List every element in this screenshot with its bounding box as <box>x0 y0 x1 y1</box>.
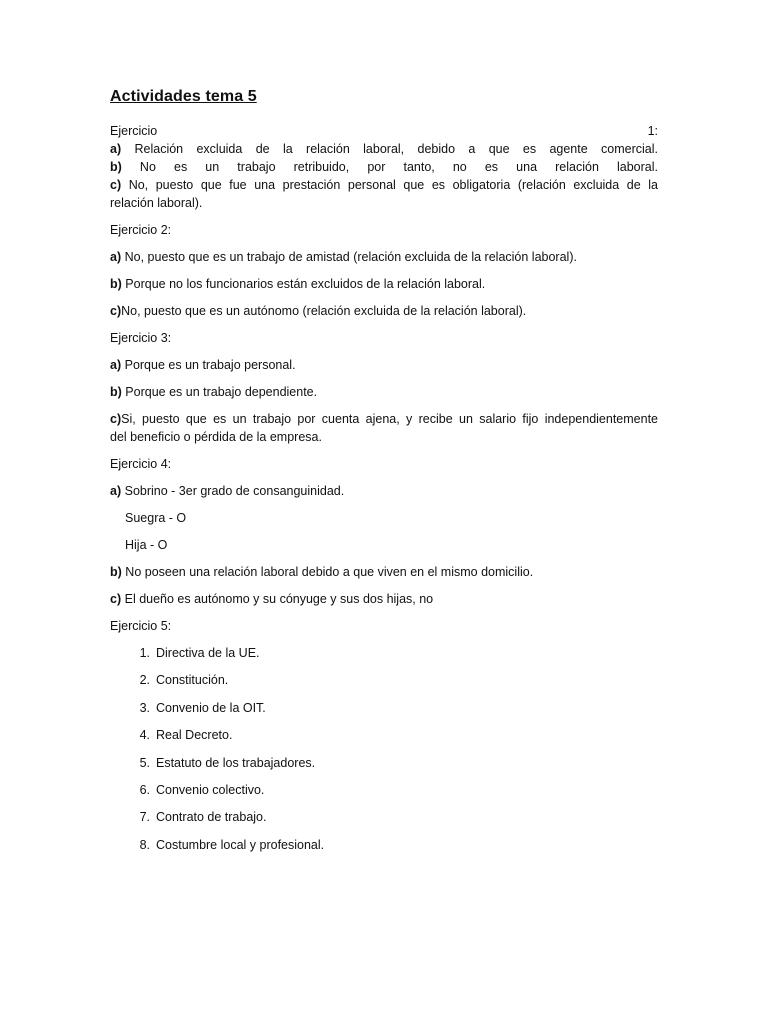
exercise-1-answer-a <box>110 140 658 158</box>
exercise-1-heading <box>110 122 658 140</box>
exercise-1-answer-c-line1 <box>110 176 658 194</box>
exercise-3-answer-c <box>110 410 658 446</box>
exercise-1-answer-b <box>110 158 658 176</box>
exercise-2-heading: Ejercicio 2: <box>110 223 172 237</box>
exercise-4-answer-c <box>110 590 658 608</box>
answer-text: Porque es un trabajo personal. <box>124 358 296 372</box>
list-item <box>110 754 658 772</box>
exercise-4-answer-b <box>110 563 658 581</box>
answer-label: a) <box>110 142 122 156</box>
exercise-1-heading-left: Ejercicio <box>110 124 158 138</box>
answer-text: Relación excluida de la relación laboral, debido a que es agente comercial. <box>134 142 658 156</box>
exercise-3-answer-c-line1 <box>110 410 658 428</box>
list-number: 5. <box>139 755 150 770</box>
list-item <box>110 808 658 826</box>
list-text: Contrato de trabajo. <box>156 810 267 825</box>
exercise-4-heading: Ejercicio 4: <box>110 457 172 471</box>
answer-label: b) <box>110 160 122 174</box>
exercise-3-answer-a <box>110 356 658 374</box>
answer-label: c) <box>110 592 122 606</box>
list-item <box>110 699 658 717</box>
exercise-3-answer-b <box>110 383 658 401</box>
answer-text: No poseen una relación laboral debido a que viven en el mismo domicilio. <box>125 565 534 579</box>
answer-label: a) <box>110 484 122 498</box>
list-item <box>110 671 658 689</box>
list-item <box>110 726 658 744</box>
exercise-2-answer-b <box>110 275 658 293</box>
answer-label: c) <box>110 304 122 318</box>
exercise-2-answer-c <box>110 302 658 320</box>
list-text: Convenio colectivo. <box>156 782 265 797</box>
answer-label: b) <box>110 277 122 291</box>
exercise-4-hija: Hija - O <box>125 538 168 552</box>
exercise-1-heading-right: 1: <box>647 124 658 138</box>
exercise-5-list <box>110 644 658 854</box>
list-item <box>110 836 658 854</box>
exercise-4-suegra: Suegra - O <box>125 511 187 525</box>
list-number: 2. <box>139 673 150 688</box>
list-number: 8. <box>139 837 150 852</box>
list-number: 1. <box>139 646 150 660</box>
answer-label: b) <box>110 565 122 579</box>
exercise-3-heading: Ejercicio 3: <box>110 331 172 345</box>
list-text: Convenio de la OIT. <box>156 700 266 715</box>
list-number: 3. <box>139 700 150 715</box>
list-text: Directiva de la UE. <box>156 646 260 660</box>
list-text: Costumbre local y profesional. <box>156 837 325 852</box>
list-number: 7. <box>139 810 150 825</box>
answer-text: Si, puesto que es un trabajo por cuenta ajena, y recibe un salario fijo independientemente <box>121 412 658 426</box>
answer-text: Porque no los funcionarios están excluidos de la relación laboral. <box>125 277 486 291</box>
exercise-1 <box>110 122 658 212</box>
exercise-4-answer-a <box>110 482 658 500</box>
answer-text: Sobrino - 3er grado de consanguinidad. <box>124 484 345 498</box>
list-text: Constitución. <box>156 673 229 688</box>
answer-text: Porque es un trabajo dependiente. <box>125 385 318 399</box>
answer-text: No es un trabajo retribuido, por tanto, no es una relación laboral. <box>139 160 658 174</box>
document-title: Actividades tema 5 <box>110 88 257 105</box>
answer-text: No, puesto que es un trabajo de amistad (relación excluida de la relación laboral). <box>124 250 577 264</box>
answer-text: El dueño es autónomo y su cónyuge y sus dos hijas, no <box>124 592 434 606</box>
exercise-5-heading: Ejercicio 5: <box>110 619 172 633</box>
answer-label: c) <box>110 178 122 192</box>
list-item <box>110 781 658 799</box>
list-item <box>110 644 658 662</box>
answer-label: c) <box>110 412 122 426</box>
answer-label: a) <box>110 250 122 264</box>
exercise-2-answer-a <box>110 248 658 266</box>
answer-text: No, puesto que fue una prestación personal que es obligatoria (relación excluida de la <box>128 178 658 192</box>
exercise-1-answer-c-line2: relación laboral). <box>110 196 203 210</box>
list-text: Estatuto de los trabajadores. <box>156 755 316 770</box>
document-page <box>110 84 658 863</box>
answer-label: a) <box>110 358 122 372</box>
list-number: 4. <box>139 728 150 743</box>
answer-text: No, puesto que es un autónomo (relación excluida de la relación laboral). <box>121 304 527 318</box>
answer-label: b) <box>110 385 122 399</box>
exercise-3-answer-c-line2: del beneficio o pérdida de la empresa. <box>110 430 322 444</box>
list-text: Real Decreto. <box>156 728 233 743</box>
list-number: 6. <box>139 782 150 797</box>
